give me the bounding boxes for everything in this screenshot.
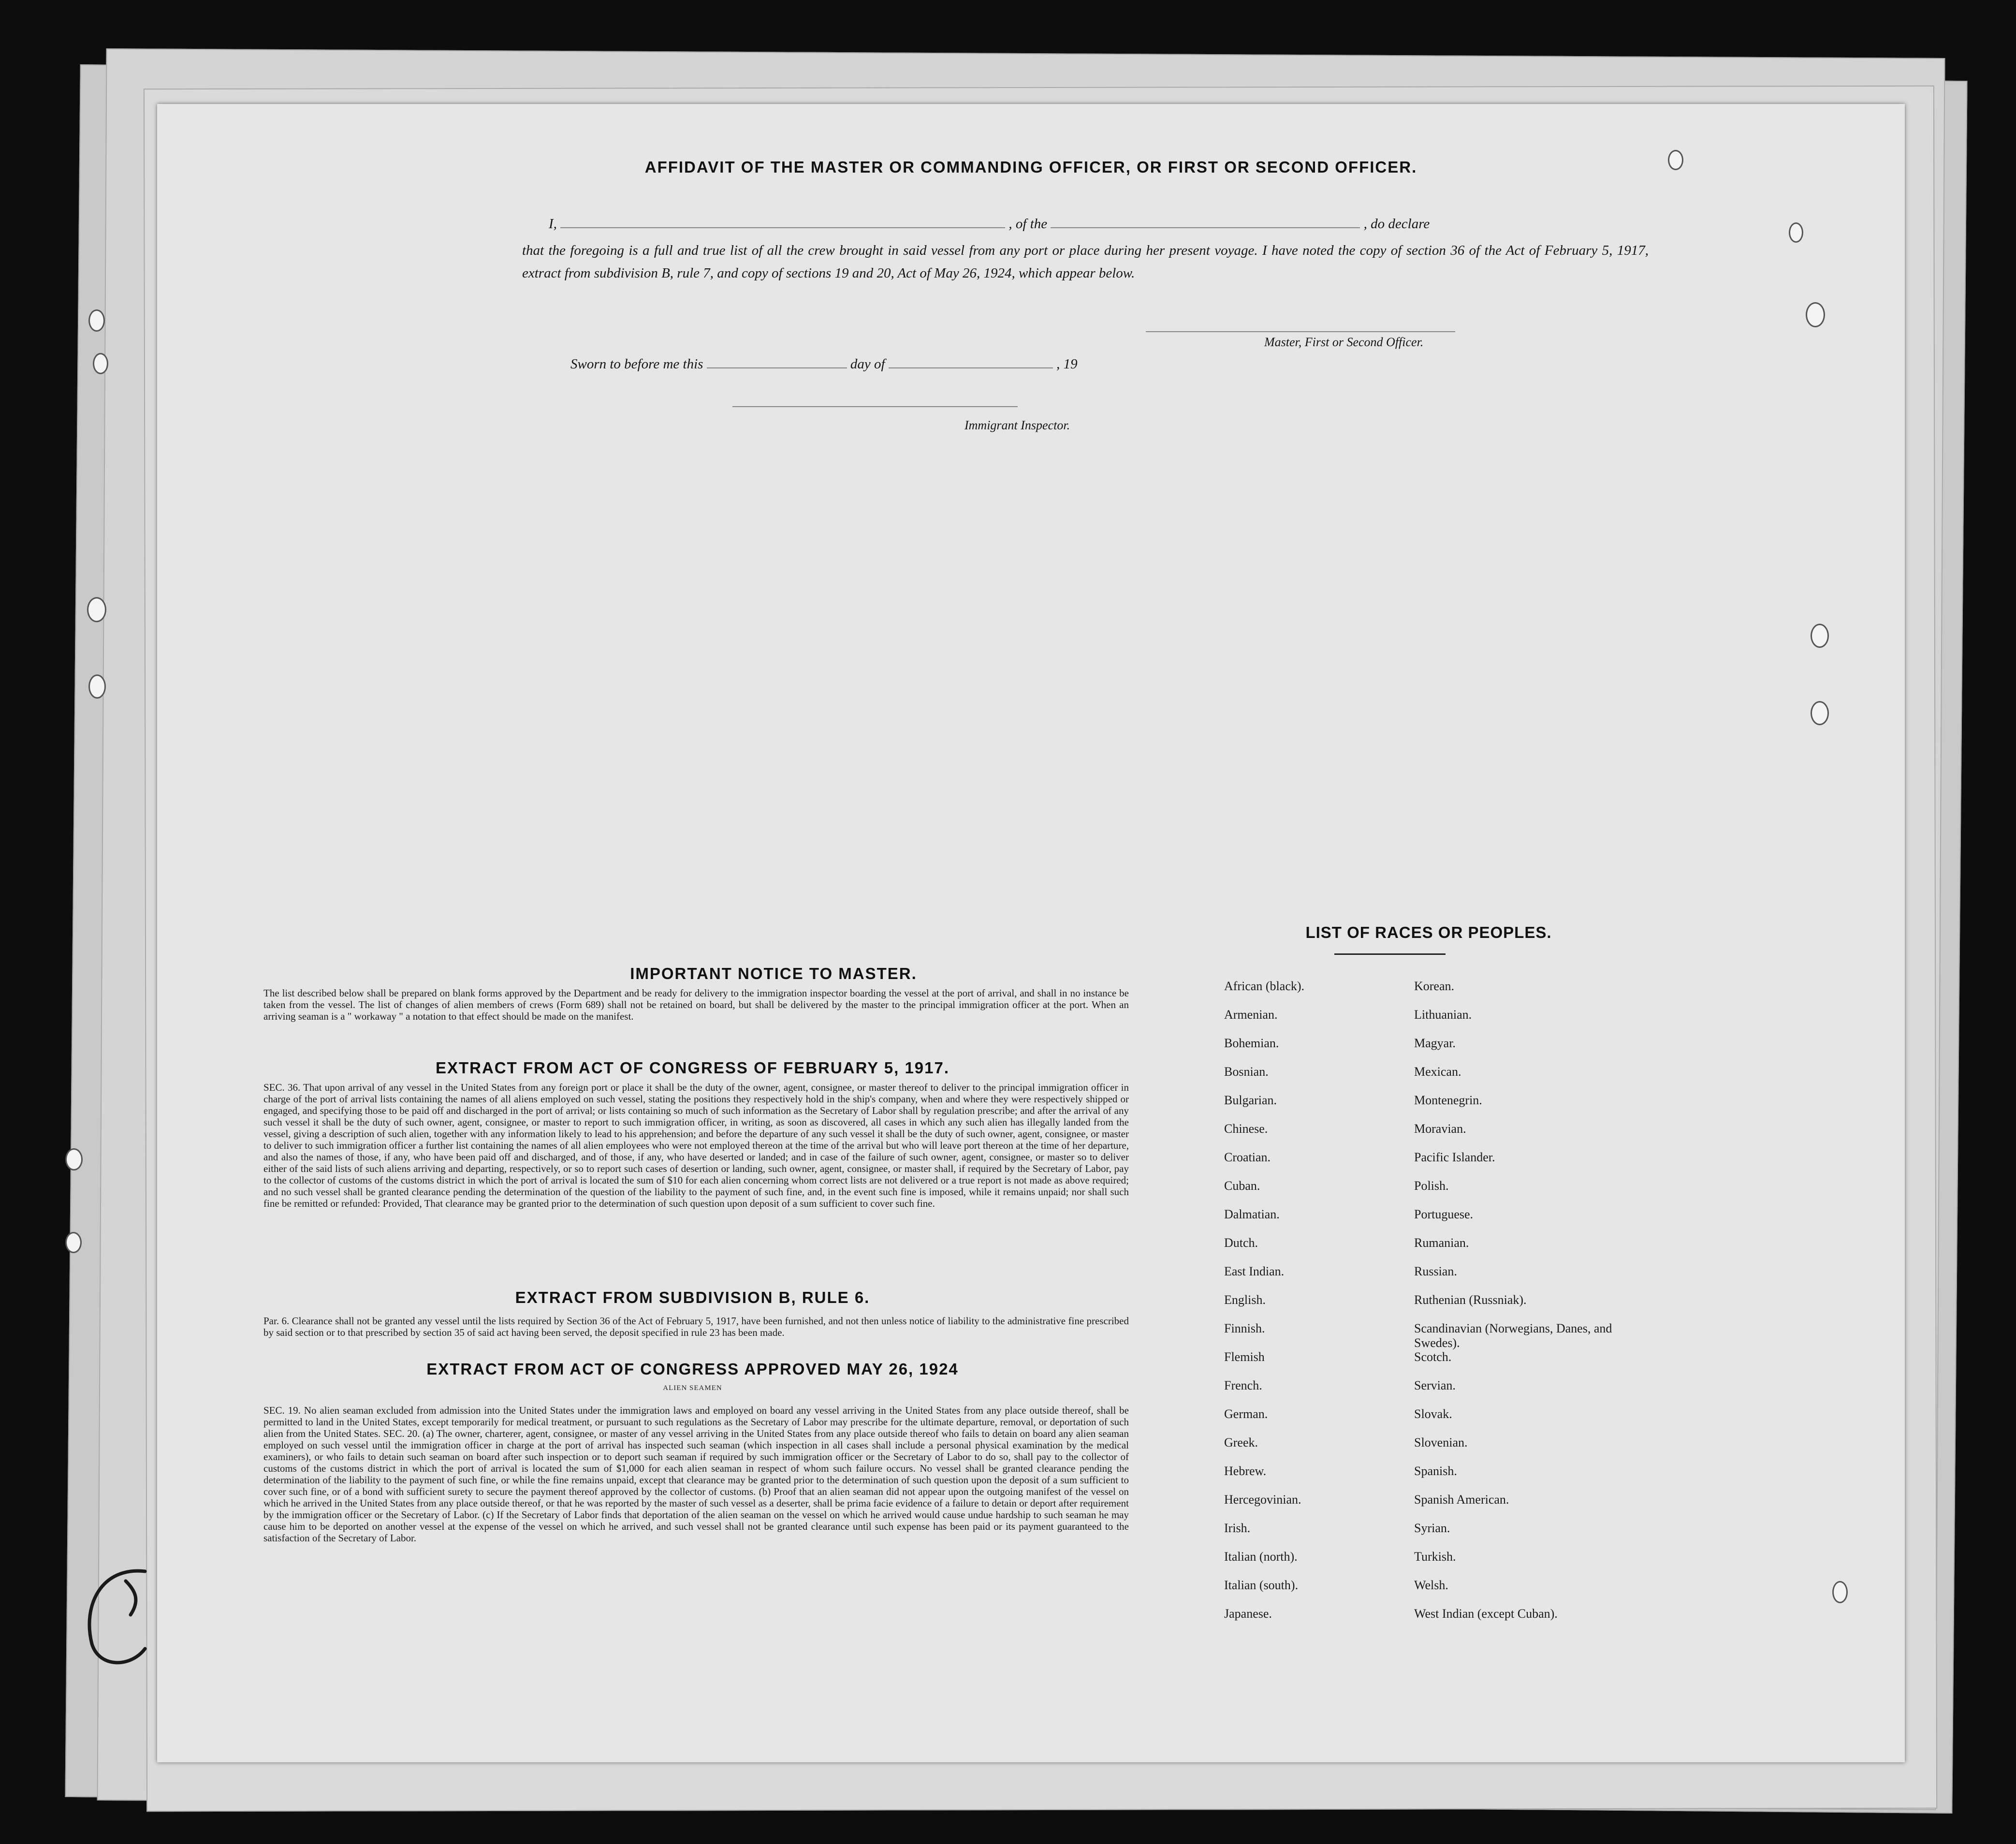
extract-1917-text: SEC. 36. That upon arrival of any vessel in the United States from any foreign port or place it shall be the duty of the owner, agent, consignee, or master thereof to deliver to the principal immigration officer in charge of the port of arrival lists containing the names of all aliens employed on such vessel, stating the positions they respectively hold in the ship's company, when and where they were respectively shipped or engaged, and specifying those to be paid off and discharged in the port of arrival; or lists containing so much of such information as the Secretary of Labor shall by regulation prescribe; and after the arrival of any such vessel it shall be the duty of such owner, agent, consignee, or master to report to such immigration officer, in writing, as soon as discovered, all cases in which any such alien has illegally landed from the vessel, giving a description of such alien, together with any information likely to lead to his apprehension; and before the departure of any such vessel it shall be the duty of such owner, agent, consignee, or master to deliver to such immigration officer a further list containing the names of all alien employees who were not employed thereon at the time of the arrival but who will leave port thereon at the time of her departure, and also the names of those, if any, who have been paid off and discharged, and of those, if any, who have deserted or landed; and in case of the failure of such owner, agent, consignee, or master so to deliver either of the said lists of such aliens arriving and departing, respectively, or so to report such cases of desertion or landing, such owner, agent, consignee, or master shall, if required by the Secretary of Labor, pay to the collector of customs of the customs district in which the port of arrival is located the sum of $10 for each alien concerning whom correct lists are not delivered or a true report is not made as above required; and no such vessel shall be granted clearance pending the determination of the question of the liability to the payment of such fine, and, in the event such fine is imposed, while it remains unpaid; nor shall such fine be remitted or refunded: Provided, That clearance may be granted prior to the determination of such question upon deposit of a sum sufficient to cover such fine. <box>263 1082 1129 1209</box>
race-item: Turkish. <box>1414 1550 1456 1564</box>
race-item: African (black). <box>1224 979 1305 993</box>
extract-rule6-text: Par. 6. Clearance shall not be granted any vessel until the lists required by Section 36 of the Act of February 5, 1917, have been furnished, and not then unless notice of liability to the administrative fine prescribed by said section or to that prescribed by section 35 of said act having been served, the deposit specified in rule 23 has been made. <box>263 1315 1129 1338</box>
binder-hole <box>88 309 105 332</box>
race-item: Slovenian. <box>1414 1435 1468 1449</box>
name-blank <box>560 227 1005 228</box>
race-item: Slovak. <box>1414 1407 1452 1421</box>
affidavit-of-the: , of the <box>1008 216 1048 232</box>
notice-heading: IMPORTANT NOTICE TO MASTER. <box>630 965 917 982</box>
race-item: Spanish. <box>1414 1464 1457 1478</box>
race-item: Polish. <box>1414 1179 1449 1193</box>
race-item: Cuban. <box>1224 1179 1260 1193</box>
race-item: Bohemian. <box>1224 1036 1279 1050</box>
binder-hole <box>65 1232 82 1253</box>
race-item: Magyar. <box>1414 1036 1456 1050</box>
notice-text: The list described below shall be prepared on blank forms approved by the Department and be ready for delivery to the immigration inspector boarding the vessel at the port of arrival, and shall in no instance be taken from the vessel. The list of changes of alien members of crews (Form 689) shall not be retained on board, but shall be delivered by the master to the principal immigration officer at the port. When an arriving seaman is a " workaway " a notation to that effect should be made on the manifest. <box>263 987 1129 1022</box>
race-item: Moravian. <box>1414 1122 1466 1136</box>
affidavit-heading: AFFIDAVIT OF THE MASTER OR COMMANDING OFFICER, OR FIRST OR SECOND OFFICER. <box>644 158 1417 176</box>
race-item: French. <box>1224 1378 1262 1392</box>
race-item: Syrian. <box>1414 1521 1450 1535</box>
races-column-2 <box>1414 979 1627 1635</box>
binder-hole <box>88 674 106 699</box>
affidavit-i: I, <box>549 216 557 232</box>
race-item: Bosnian. <box>1224 1065 1269 1079</box>
race-item: Mexican. <box>1414 1065 1461 1079</box>
race-item: Korean. <box>1414 979 1455 993</box>
race-item: Portuguese. <box>1414 1207 1474 1221</box>
extract-1924-heading: EXTRACT FROM ACT OF CONGRESS APPROVED MAY 26, 1924 <box>426 1360 959 1378</box>
race-item: Scotch. <box>1414 1350 1452 1364</box>
affidavit-declaration-line <box>549 216 1646 232</box>
sworn-day-blank <box>707 367 847 368</box>
inspector-signature-line <box>732 406 1018 407</box>
race-item: German. <box>1224 1407 1268 1421</box>
race-item: Welsh. <box>1414 1578 1448 1592</box>
race-item: Russian. <box>1414 1264 1457 1278</box>
master-signature-label: Master, First or Second Officer. <box>1264 335 1424 349</box>
binder-hole <box>65 1148 83 1171</box>
master-signature-line <box>1146 331 1455 332</box>
race-item: Dalmatian. <box>1224 1207 1280 1221</box>
race-item: Spanish American. <box>1414 1493 1509 1507</box>
race-item: Montenegrin. <box>1414 1093 1482 1107</box>
binder-hole <box>1832 1581 1848 1603</box>
binder-hole <box>87 597 106 622</box>
race-item: Rumanian. <box>1414 1236 1469 1250</box>
binder-hole <box>1811 624 1829 648</box>
binder-hole <box>1668 150 1683 170</box>
race-item: Flemish <box>1224 1350 1265 1364</box>
race-item: East Indian. <box>1224 1264 1285 1278</box>
races-heading-rule <box>1334 953 1446 955</box>
race-item: Bulgarian. <box>1224 1093 1277 1107</box>
race-item: Irish. <box>1224 1521 1251 1535</box>
race-item: Italian (south). <box>1224 1578 1299 1592</box>
affidavit-page <box>157 104 1905 1762</box>
race-item: Armenian. <box>1224 1008 1278 1022</box>
affidavit-body: that the foregoing is a full and true list of all the crew brought in said vessel from any port or place during her present voyage. I have noted the copy of section 36 of the Act of February 5, 1917, extract from subdivision B, rule 7, and copy of sections 19 and 20, Act of May 26, 1924, which appear below. <box>522 243 1649 281</box>
race-item: Ruthenian (Russniak). <box>1414 1293 1527 1307</box>
extract-1924-text: SEC. 19. No alien seaman excluded from admission into the United States under the immigration laws and employed on board any vessel arriving in the United States from any place outside thereof, shall be permitted to land in the United States, except temporarily for medical treatment, or pursuant to such regulations as the Secretary of Labor may prescribe for the ultimate departure, removal, or deportation of such alien from the United States. SEC. 20. (a) The owner, charterer, agent, consignee, or master of any vessel arriving in the United States from any place outside thereof who fails to detain on board any alien seaman employed on such vessel until the immigration officer in charge at the port of arrival has inspected such seaman (which inspection in all cases shall include a personal physical examination by the medical examiners), or who fails to detain such seaman on board after such inspection or to deport such seaman if required by such immigration officer or the Secretary of Labor to do so, shall pay to the collector of customs of the customs district in which the port of arrival is located the sum of $1,000 for each alien seaman in respect of whom such failure occurs. No vessel shall be granted clearance pending the determination of the liability to the payment of such fine, or while the fine remains unpaid, except that clearance may be granted prior to the determination of such question upon the deposit of a sum sufficient to cover such fine, or of a bond with sufficient surety to secure the payment thereof approved by the collector of customs. (b) Proof that an alien seaman did not appear upon the outgoing manifest of the vessel on which he arrived in the United States from any place outside thereof, or that he was reported by the master of such vessel as a deserter, shall be prima facie evidence of a failure to detain or deport after requirement by the immigration officer or the Secretary of Labor. (c) If the Secretary of Labor finds that deportation of the alien seaman on the vessel on which he arrived would cause undue hardship to such seaman he may cause him to be deported on another vessel at the expense of the vessel on which he arrived, and such vessel shall not be granted clearance until such expense has been paid or its payment guaranteed to the satisfaction of the Secretary of Labor. <box>263 1405 1129 1544</box>
inspector-signature-label: Immigrant Inspector. <box>964 418 1070 432</box>
race-item: Scandinavian (Norwegians, Danes, and Swedes). <box>1414 1321 1612 1350</box>
race-item: Pacific Islander. <box>1414 1150 1495 1164</box>
race-item: Croatian. <box>1224 1150 1271 1164</box>
affidavit-do-declare: , do declare <box>1363 216 1430 232</box>
binder-hole <box>93 353 108 374</box>
race-item: Japanese. <box>1224 1607 1272 1621</box>
race-item: Chinese. <box>1224 1122 1268 1136</box>
race-item: English. <box>1224 1293 1266 1307</box>
race-item: Hercegovinian. <box>1224 1493 1301 1507</box>
race-item: Dutch. <box>1224 1236 1258 1250</box>
race-item: Finnish. <box>1224 1321 1265 1335</box>
extract-1924-subheading: ALIEN SEAMEN <box>663 1384 722 1392</box>
race-item: Italian (north). <box>1224 1550 1298 1564</box>
races-column-1 <box>1224 979 1398 1635</box>
binder-hole <box>1811 701 1829 725</box>
vessel-blank <box>1051 227 1360 228</box>
handwritten-mark-icon <box>73 1562 169 1673</box>
binder-hole <box>1789 222 1803 243</box>
races-heading: LIST OF RACES OR PEOPLES. <box>1305 923 1552 941</box>
sworn-month-blank <box>889 367 1053 368</box>
extract-1917-heading: EXTRACT FROM ACT OF CONGRESS OF FEBRUARY 5, 1917. <box>435 1059 950 1077</box>
sworn-prefix: Sworn to before me this <box>570 356 703 372</box>
race-item: Lithuanian. <box>1414 1008 1472 1022</box>
race-item: Hebrew. <box>1224 1464 1267 1478</box>
race-item: West Indian (except Cuban). <box>1414 1607 1558 1621</box>
race-item: Servian. <box>1414 1378 1456 1392</box>
race-item: Greek. <box>1224 1435 1258 1449</box>
sworn-line <box>570 356 1078 372</box>
sworn-day-of: day of <box>850 356 885 372</box>
binder-hole <box>1806 302 1825 327</box>
sworn-year: , 19 <box>1056 356 1078 372</box>
extract-rule6-heading: EXTRACT FROM SUBDIVISION B, RULE 6. <box>515 1288 870 1306</box>
